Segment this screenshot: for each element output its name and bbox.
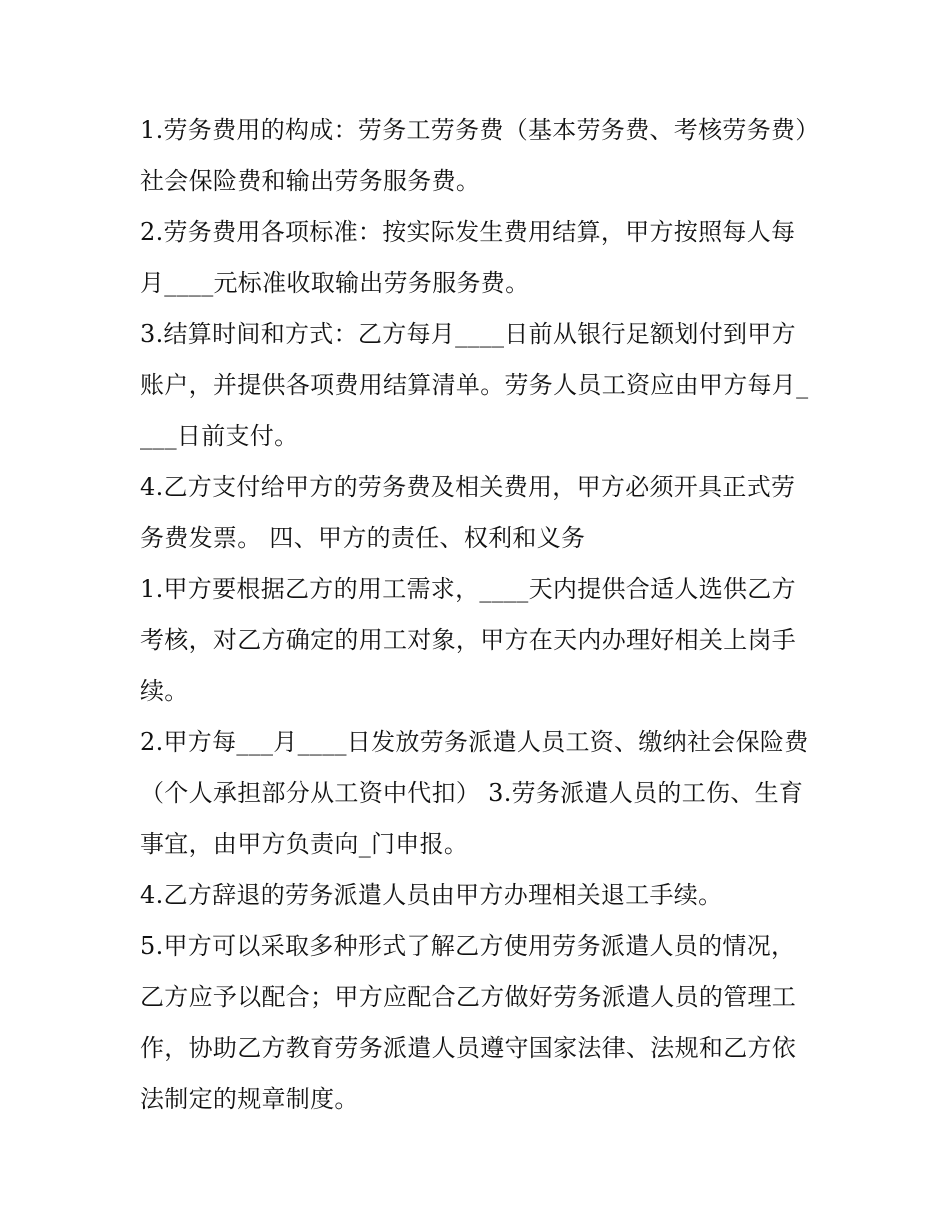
- paragraph-dismissal: 4.乙方辞退的劳务派遣人员由甲方办理相关退工手续。: [140, 881, 723, 909]
- paragraph-invoice: 4.乙方支付给甲方的劳务费及相关费用，甲方必须开具正式劳务费发票。 四、甲方的责任、权利和义务: [140, 473, 796, 552]
- paragraph-fee-composition: 1.劳务费用的构成：劳务工劳务费（基本劳务费、考核劳务费）社会保险费和输出劳务服务费。: [140, 116, 808, 195]
- paragraph-staff-selection: 1.甲方要根据乙方的用工需求，____天内提供合适人选供乙方考核，对乙方确定的用工对象，甲方在天内办理好相关上岗手续。: [140, 575, 797, 705]
- paragraph-fee-standards: 2.劳务费用各项标准：按实际发生费用结算，甲方按照每人每月____元标准收取输出劳务服务费。: [140, 218, 796, 297]
- paragraph-wage-payment: 2.甲方每___月____日发放劳务派遣人员工资、缴纳社会保险费（个人承担部分从工资中代扣） 3.劳务派遣人员的工伤、生育事宜，由甲方负责向_门申报。: [140, 728, 809, 858]
- document-body: [140, 105, 815, 1125]
- paragraph-management: 5.甲方可以采取多种形式了解乙方使用劳务派遣人员的情况，乙方应予以配合；甲方应配合乙方做好劳务派遣人员的管理工作，协助乙方教育劳务派遣人员遵守国家法律、法规和乙方依法制定的规章制度。: [140, 932, 797, 1113]
- paragraph-settlement-time: 3.结算时间和方式：乙方每月____日前从银行足额划付到甲方账户，并提供各项费用结算清单。劳务人员工资应由甲方每月____日前支付。: [140, 320, 809, 450]
